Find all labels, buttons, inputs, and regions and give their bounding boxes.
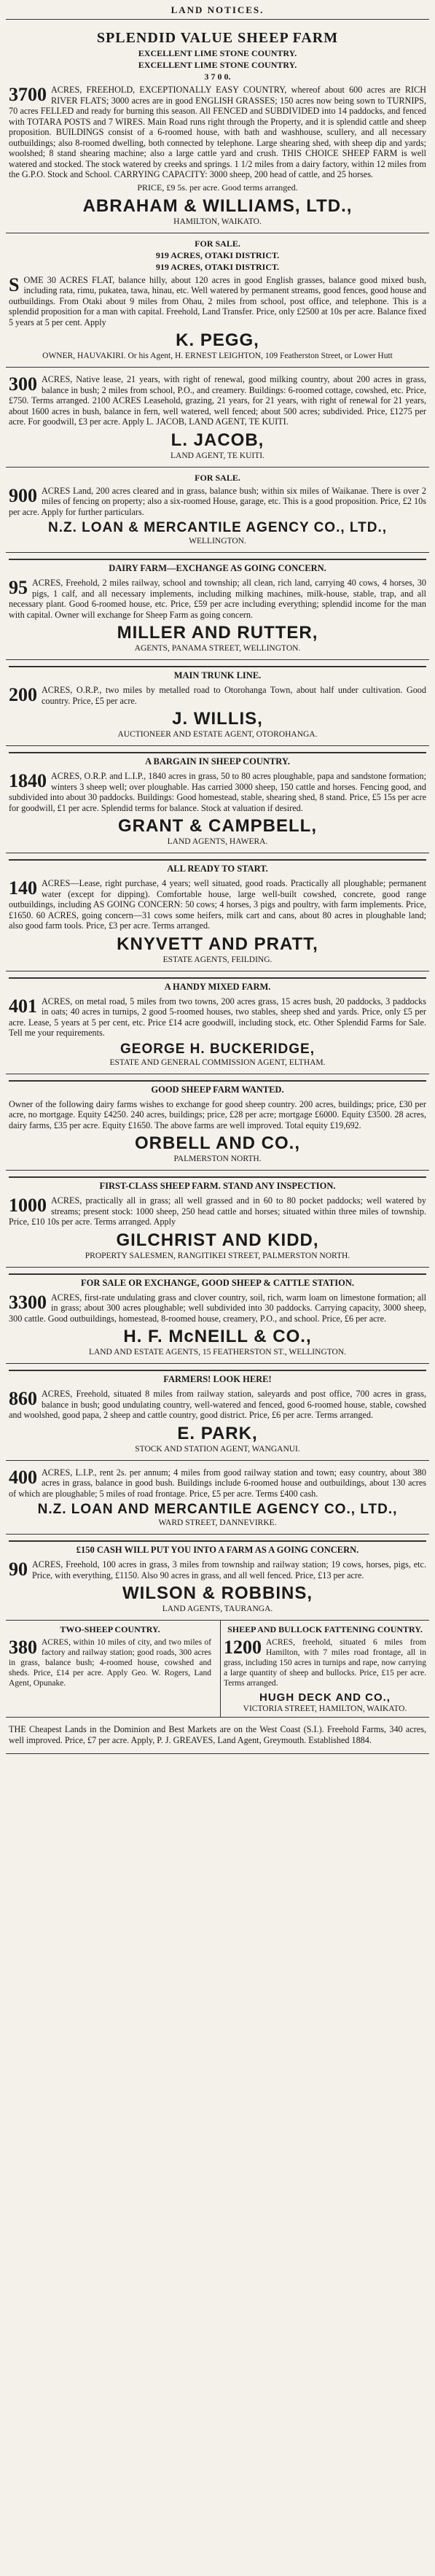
ad-firm: H. F. McNEILL & CO., <box>123 1327 312 1346</box>
ad-price: PRICE, £9 5s. per acre. Good terms arranged. <box>137 182 298 193</box>
ad-big-number: 1840 <box>9 770 47 791</box>
ad-body <box>9 878 426 931</box>
ad-farmers <box>6 1364 429 1461</box>
section-heading: TWO-SHEEP COUNTRY. <box>60 1624 160 1634</box>
ad-firm-address: OWNER, HAUVAKIRI. Or his Agent, H. ERNEST LEIGHTON, 109 Featherston Street, or Lower Hutt <box>42 352 393 360</box>
ad-otaki <box>6 233 429 368</box>
ad-firm: GILCHRIST AND KIDD, <box>116 1230 319 1250</box>
ad-firm: L. JACOB, <box>171 430 264 450</box>
ad-text: ACRES, Native lease, 21 years, with right of renewal, good milking country, about 200 acres in grass, balance in bush; 2 miles from school, P.O., and creamery. Buildings: 6-roomed cottage, cowshed, etc. Price, £750. Terms arranged. 2100 ACRES Leasehold, grazing, 21 years, for 21 years, with right of renewal for 21 years, about 1600 acres in bush, balance in fern, well watered, well fenced; about 500 acres; subdivided. Price, £1275 per acre. For goodwill, £3 per acre. Apply L. JACOB, LAND AGENT, TE KUITI. <box>9 374 426 427</box>
ad-firm: HUGH DECK AND CO., <box>259 1691 391 1704</box>
ad-title: FOR SALE. <box>195 238 240 249</box>
ad-all-ready <box>6 853 429 971</box>
ad-text: THE Cheapest Lands in the Dominion and Best Markets are on the West Coast (S.I.). Freehold Farms, 340 acres, well improved. Price, £7 per acre. Apply, P. J. GREAVES, Land Agent, Greymouth. Established 1884. <box>9 1724 426 1745</box>
ad-firm-address: PALMERSTON NORTH. <box>173 1155 262 1163</box>
ad-big-number: 1200 <box>224 1637 262 1658</box>
ad-waikanae <box>6 468 429 554</box>
ad-body <box>9 1637 211 1688</box>
section-heading: A HANDY MIXED FARM. <box>9 977 426 994</box>
ad-firm-address: AUCTIONEER AND ESTATE AGENT, OTOROHANGA. <box>117 730 318 739</box>
two-column-ads <box>6 1621 429 1718</box>
ad-firm: ORBELL AND CO., <box>134 1133 300 1153</box>
ad-dannevirke <box>6 1461 429 1535</box>
section-heading: MAIN TRUNK LINE. <box>9 666 426 683</box>
ad-first-class <box>6 1171 429 1268</box>
ad-firm-address: LAND AGENTS, TAURANGA. <box>162 1605 273 1613</box>
ad-text: OME 30 ACRES FLAT, balance hilly, about 120 acres in good English grasses, balance good mixed bush, including rata, rimu, pukatea, tawa, hinau, etc. Well watered by permanent streams, good fences, good house and outbuildings. From Otaki about 9 miles from Ohau, 2 miles from school, post office, and telephone. This is a splendid proposition for a man with capital. Freehold, Land Transfer. Price, only £2500 at 10s per acre. Balance fixed 5 years at 5 per cent. Apply <box>9 274 427 327</box>
ad-firm: ABRAHAM & WILLIAMS, LTD., <box>82 195 353 216</box>
ad-body <box>9 1292 426 1324</box>
ad-firm: MILLER AND RUTTER, <box>117 623 318 643</box>
ad-body <box>9 1467 426 1500</box>
ad-big-number: 95 <box>9 577 28 598</box>
ad-body <box>9 374 426 427</box>
ad-firm: KNYVETT AND PRATT, <box>117 934 318 954</box>
ad-text: ACRES, FREEHOLD, EXCEPTIONALLY EASY COUNTRY, whereof about 600 acres are RICH RIVER FLATS; 3000 acres are in good ENGLISH GRASSES; 150 acres now being sown to TURNIPS, 70 acres FELLED and ready for burning this season. All FENCED and SUBDIVIDED into 14 paddocks, and fenced with TOTARA POSTS and 7 WIRES. Main Road runs right through the Property, and it is splendid cattle and sheep proposition. BUILDINGS consist of a 6-roomed house, with bath and washhouse, scullery, and all necessary outbuildings; also 8-roomed dwelling, both connected by telephone. Large shearing shed, with sheep dip and yards; woolshed; 8 stand shearing machine; also a large cattle yard and crush. THIS CHOICE SHEEP FARM is well watered and stocked. The stock watered by creeks and springs. 1 1/2 miles from a dairy factory, within 12 miles from the G.P.O. Stock and School. CARRYING CAPACITY: 3000 sheep, 200 head of cattle, and 25 horses. <box>9 85 426 179</box>
ad-big-number: 3300 <box>9 1291 47 1313</box>
ad-text: ACRES, O.R.P., two miles by metalled road to Otorohanga Town, about half under cultivation. Good country. Price, £5 per acre. <box>42 685 426 706</box>
ad-big-number: 380 <box>9 1637 37 1658</box>
ad-firm: N.Z. LOAN & MERCANTILE AGENCY CO., LTD., <box>47 520 388 535</box>
section-heading: GOOD SHEEP FARM WANTED. <box>9 1080 426 1097</box>
ad-west-coast <box>6 1718 429 1754</box>
ad-text: ACRES, on metal road, 5 miles from two towns, 200 acres grass, 15 acres bush, 20 paddocks, 3 paddocks in oats; 40 acres in turnips, 2 good 5-roomed houses, two stables, sheep shed and yards. Price, only £5 per acre. Lease, 5 years at 5 per cent, etc. Price £14 acre goodwill, including stock, etc. Other Splendid Farms for Sale. Tell me your requirements. <box>9 996 426 1038</box>
ad-text: ACRES, within 10 miles of city, and two miles of factory and railway station; good roads, 300 acres in grass, balance bush; 4-roomed house, cowshed and sheds. Price, £14 per acre. Apply Geo. W. Rogers, Land Agent, Opunake. <box>9 1638 211 1688</box>
ad-text: ACRES, Freehold, 100 acres in grass, 3 miles from township and railway station; 19 cows, horses, pigs, etc. Price, with everything, £1150. Also 90 acres in grass, and all well fenced. Price, £13 per acre. <box>32 1559 426 1580</box>
ad-body <box>9 578 426 620</box>
ad-body <box>9 685 426 706</box>
ad-sheep-wanted <box>6 1074 429 1171</box>
ad-firm: J. WILLIS, <box>172 709 263 729</box>
ad-big-number: 401 <box>9 995 37 1017</box>
ad-body <box>9 1559 426 1580</box>
ad-text: ACRES, freehold, situated 6 miles from Hamilton, with 7 miles road frontage, all in grass, including 150 acres in turnips and rape, now carrying a large quantity of sheep and bullocks. Price, £15 per acre. Terms arranged. <box>224 1638 426 1688</box>
ad-text: ACRES, Freehold, situated 8 miles from railway station, saleyards and post office, 700 acres in grass, balance in bush; good undulating country, well-watered and fenced, good 6-roomed house, stable, cowshed and woolshed, good papa, 2 sheep and cattle country, good district. Price, £6 per acre. Terms arranged. <box>9 1389 426 1420</box>
section-heading: FARMERS! LOOK HERE! <box>9 1370 426 1386</box>
ad-body <box>224 1637 426 1688</box>
ad-big-number: 140 <box>9 877 37 899</box>
ad-firm-address: LAND AGENT, TE KUITI. <box>171 451 264 460</box>
ad-big-number: 200 <box>9 684 37 705</box>
ad-fattening <box>220 1621 429 1717</box>
ad-big-number: 860 <box>9 1388 37 1409</box>
ad-text: ACRES, first-rate undulating grass and clover country, soil, rich, warm loam on limestone formation; all in grass; about 300 acres ploughable; well subdivided into 30 paddocks. Carrying capacity, 3000 sheep, 300 cattle. Good outbuildings, homestead, 8-roomed house, creamery, P.O., and school. Price, £6 per acre. <box>9 1292 426 1324</box>
ad-body <box>9 996 426 1039</box>
ad-subtitle: EXCELLENT LIME STONE COUNTRY. <box>138 48 297 58</box>
page-header: LAND NOTICES. <box>6 0 429 20</box>
ad-title: FOR SALE. <box>195 472 240 483</box>
ad-acreage: 3 7 0 0. <box>204 71 231 82</box>
ad-firm: WILSON & ROBBINS, <box>122 1583 313 1603</box>
ad-firm: N.Z. LOAN AND MERCANTILE AGENCY CO., LTD., <box>37 1502 398 1517</box>
ad-text: ACRES Land, 200 acres cleared and in grass, balance bush; within six miles of Waikanae. There is over 2 miles of fencing on property; also a six-roomed House, garage, etc. This is a good proposition. Price, £2 10s per acre. Apply for further particulars. <box>9 485 426 517</box>
ad-firm-address: LAND AND ESTATE AGENTS, 15 FEATHERSTON ST., WELLINGTON. <box>88 1348 347 1357</box>
ad-firm: GRANT & CAMPBELL, <box>118 816 317 836</box>
ad-big-number: 90 <box>9 1559 28 1580</box>
ad-two-sheep <box>6 1621 214 1717</box>
ad-body <box>9 1389 426 1421</box>
section-heading: ALL READY TO START. <box>9 859 426 876</box>
ad-firm-address: VICTORIA STREET, HAMILTON, WAIKATO. <box>243 1704 407 1713</box>
newspaper-column <box>6 0 429 1754</box>
ad-main-trunk <box>6 660 429 746</box>
ad-subtitle: EXCELLENT LIME STONE COUNTRY. <box>138 60 297 70</box>
ad-big-number: 900 <box>9 484 37 506</box>
ad-body <box>9 85 426 180</box>
ad-subtitle: 919 ACRES, OTAKI DISTRICT. <box>155 249 280 260</box>
ad-firm-address: LAND AGENTS, HAWERA. <box>167 837 268 846</box>
ad-text: ACRES, O.R.P. and L.I.P., 1840 acres in grass, 50 to 80 acres ploughable, papa and sandstone formation; winters 3 sheep well; over ploughable. Has carried 3000 sheep, 150 cattle and horses. Fencing good, and subdivided into about 30 paddocks. Buildings: Good homestead, stable, shearing shed, 8 stand. Price, £5 15s per acre for goodwill, £1 per acre. Splendid terms for balance. Stock at valuation if desired. <box>9 771 426 813</box>
ad-big-number: 3700 <box>9 84 47 105</box>
ad-body <box>9 486 426 518</box>
section-heading: DAIRY FARM—EXCHANGE AS GOING CONCERN. <box>9 559 426 575</box>
section-heading: A BARGAIN IN SHEEP COUNTRY. <box>9 752 426 769</box>
ad-firm: K. PEGG, <box>176 330 259 350</box>
ad-firm-address: HAMILTON, WAIKATO. <box>173 217 262 226</box>
ad-subtitle: 919 ACRES, OTAKI DISTRICT. <box>155 261 280 272</box>
ad-firm: GEORGE H. BUCKERIDGE, <box>120 1041 315 1057</box>
ad-te-kuiti <box>6 368 429 468</box>
ad-body <box>9 1195 426 1227</box>
ad-body <box>9 771 426 813</box>
ad-text: ACRES, L.I.P., rent 2s. per annum; 4 miles from good railway station and town; easy country, about 380 acres in grass, balance in good bush. Buildings include 6-roomed house and outbuildings, about 130 acres of which are ploughable; 5 miles of road frontage. Price, £5 per acre. Terms £400 cash. <box>9 1467 426 1499</box>
section-heading: FOR SALE OR EXCHANGE, GOOD SHEEP & CATTLE STATION. <box>9 1273 426 1290</box>
ad-title: SPLENDID VALUE SHEEP FARM <box>96 30 339 46</box>
ad-mixed-farm <box>6 971 429 1074</box>
ad-big-number: S <box>9 273 20 295</box>
ad-firm-address: ESTATE AGENTS, FEILDING. <box>162 955 273 964</box>
ad-dairy-farm <box>6 553 429 660</box>
ad-firm-address: WARD STREET, DANNEVIRKE. <box>158 1518 277 1527</box>
ad-firm-address: PROPERTY SALESMEN, RANGITIKEI STREET, PALMERSTON NORTH. <box>85 1251 350 1260</box>
ad-tauranga <box>6 1535 429 1621</box>
ad-big-number: 1000 <box>9 1195 47 1216</box>
ad-firm-address: WELLINGTON. <box>189 537 246 546</box>
ad-sheep-farm <box>6 24 429 233</box>
ad-bargain <box>6 746 429 853</box>
ad-body <box>9 275 426 328</box>
section-heading: £150 CASH WILL PUT YOU INTO A FARM AS A GOING CONCERN. <box>9 1540 426 1557</box>
ad-exchange <box>6 1268 429 1365</box>
ad-text: Owner of the following dairy farms wishes to exchange for good sheep country. 200 acres, buildings; price, £30 per acre, no mortgage. Equity £4250. 240 acres, buildings; price, £28 per acre; mortgage £6000. Equity £3500. 28 acres, dairy farms, £35 per acre. Equity £1650. The above farms are well improved. Total equity £19,692. <box>9 1098 426 1130</box>
ad-big-number: 400 <box>9 1466 37 1488</box>
ad-firm-address: STOCK AND STATION AGENT, WANGANUI. <box>135 1444 300 1454</box>
ad-big-number: 300 <box>9 373 37 395</box>
ad-text: ACRES—Lease, right purchase, 4 years; well situated, good roads. Practically all ploughable; permanent water (except for dipping). Comfortable house, large well-built cowshed, concrete, good range outbuildings, including AS GOING CONCERN: 50 cows; 4 horses, 3 pigs and poultry, with farm implements. Price, £1650. 60 ACRES, going concern—31 cows some heifers, milk cart and cans, about 80 acres in ploughable land; also good farm tools. Price, £3 per acre. Terms arranged. <box>9 878 426 931</box>
section-heading: SHEEP AND BULLOCK FATTENING COUNTRY. <box>227 1624 423 1634</box>
ad-text: ACRES, Freehold, 2 miles railway, school and township; all clean, rich land, carrying 40 cows, 4 horses, 30 pigs, 1 calf, and all necessary implements, including milking machines, milk-house, stable, trap, and all necessary plant. Good 6-roomed house, etc. Price, £59 per acre including everything; splendid income for the man with capital. Owner will exchange for Sheep Farm as going concern. <box>9 578 426 620</box>
ad-firm-address: AGENTS, PANAMA STREET, WELLINGTON. <box>134 644 301 653</box>
section-heading: FIRST-CLASS SHEEP FARM. STAND ANY INSPECTION. <box>9 1176 426 1193</box>
ad-firm-address: ESTATE AND GENERAL COMMISSION AGENT, ELTHAM. <box>109 1058 326 1067</box>
ad-text: ACRES, practically all in grass; all well grassed and in 60 to 80 pocket paddocks; well watered by streams; present stock: 1000 sheep, 250 head cattle and horses; situated within three miles of township. Price, £10 10s per acre. Terms arranged. Apply <box>9 1195 426 1227</box>
ad-firm: E. PARK, <box>177 1423 258 1443</box>
